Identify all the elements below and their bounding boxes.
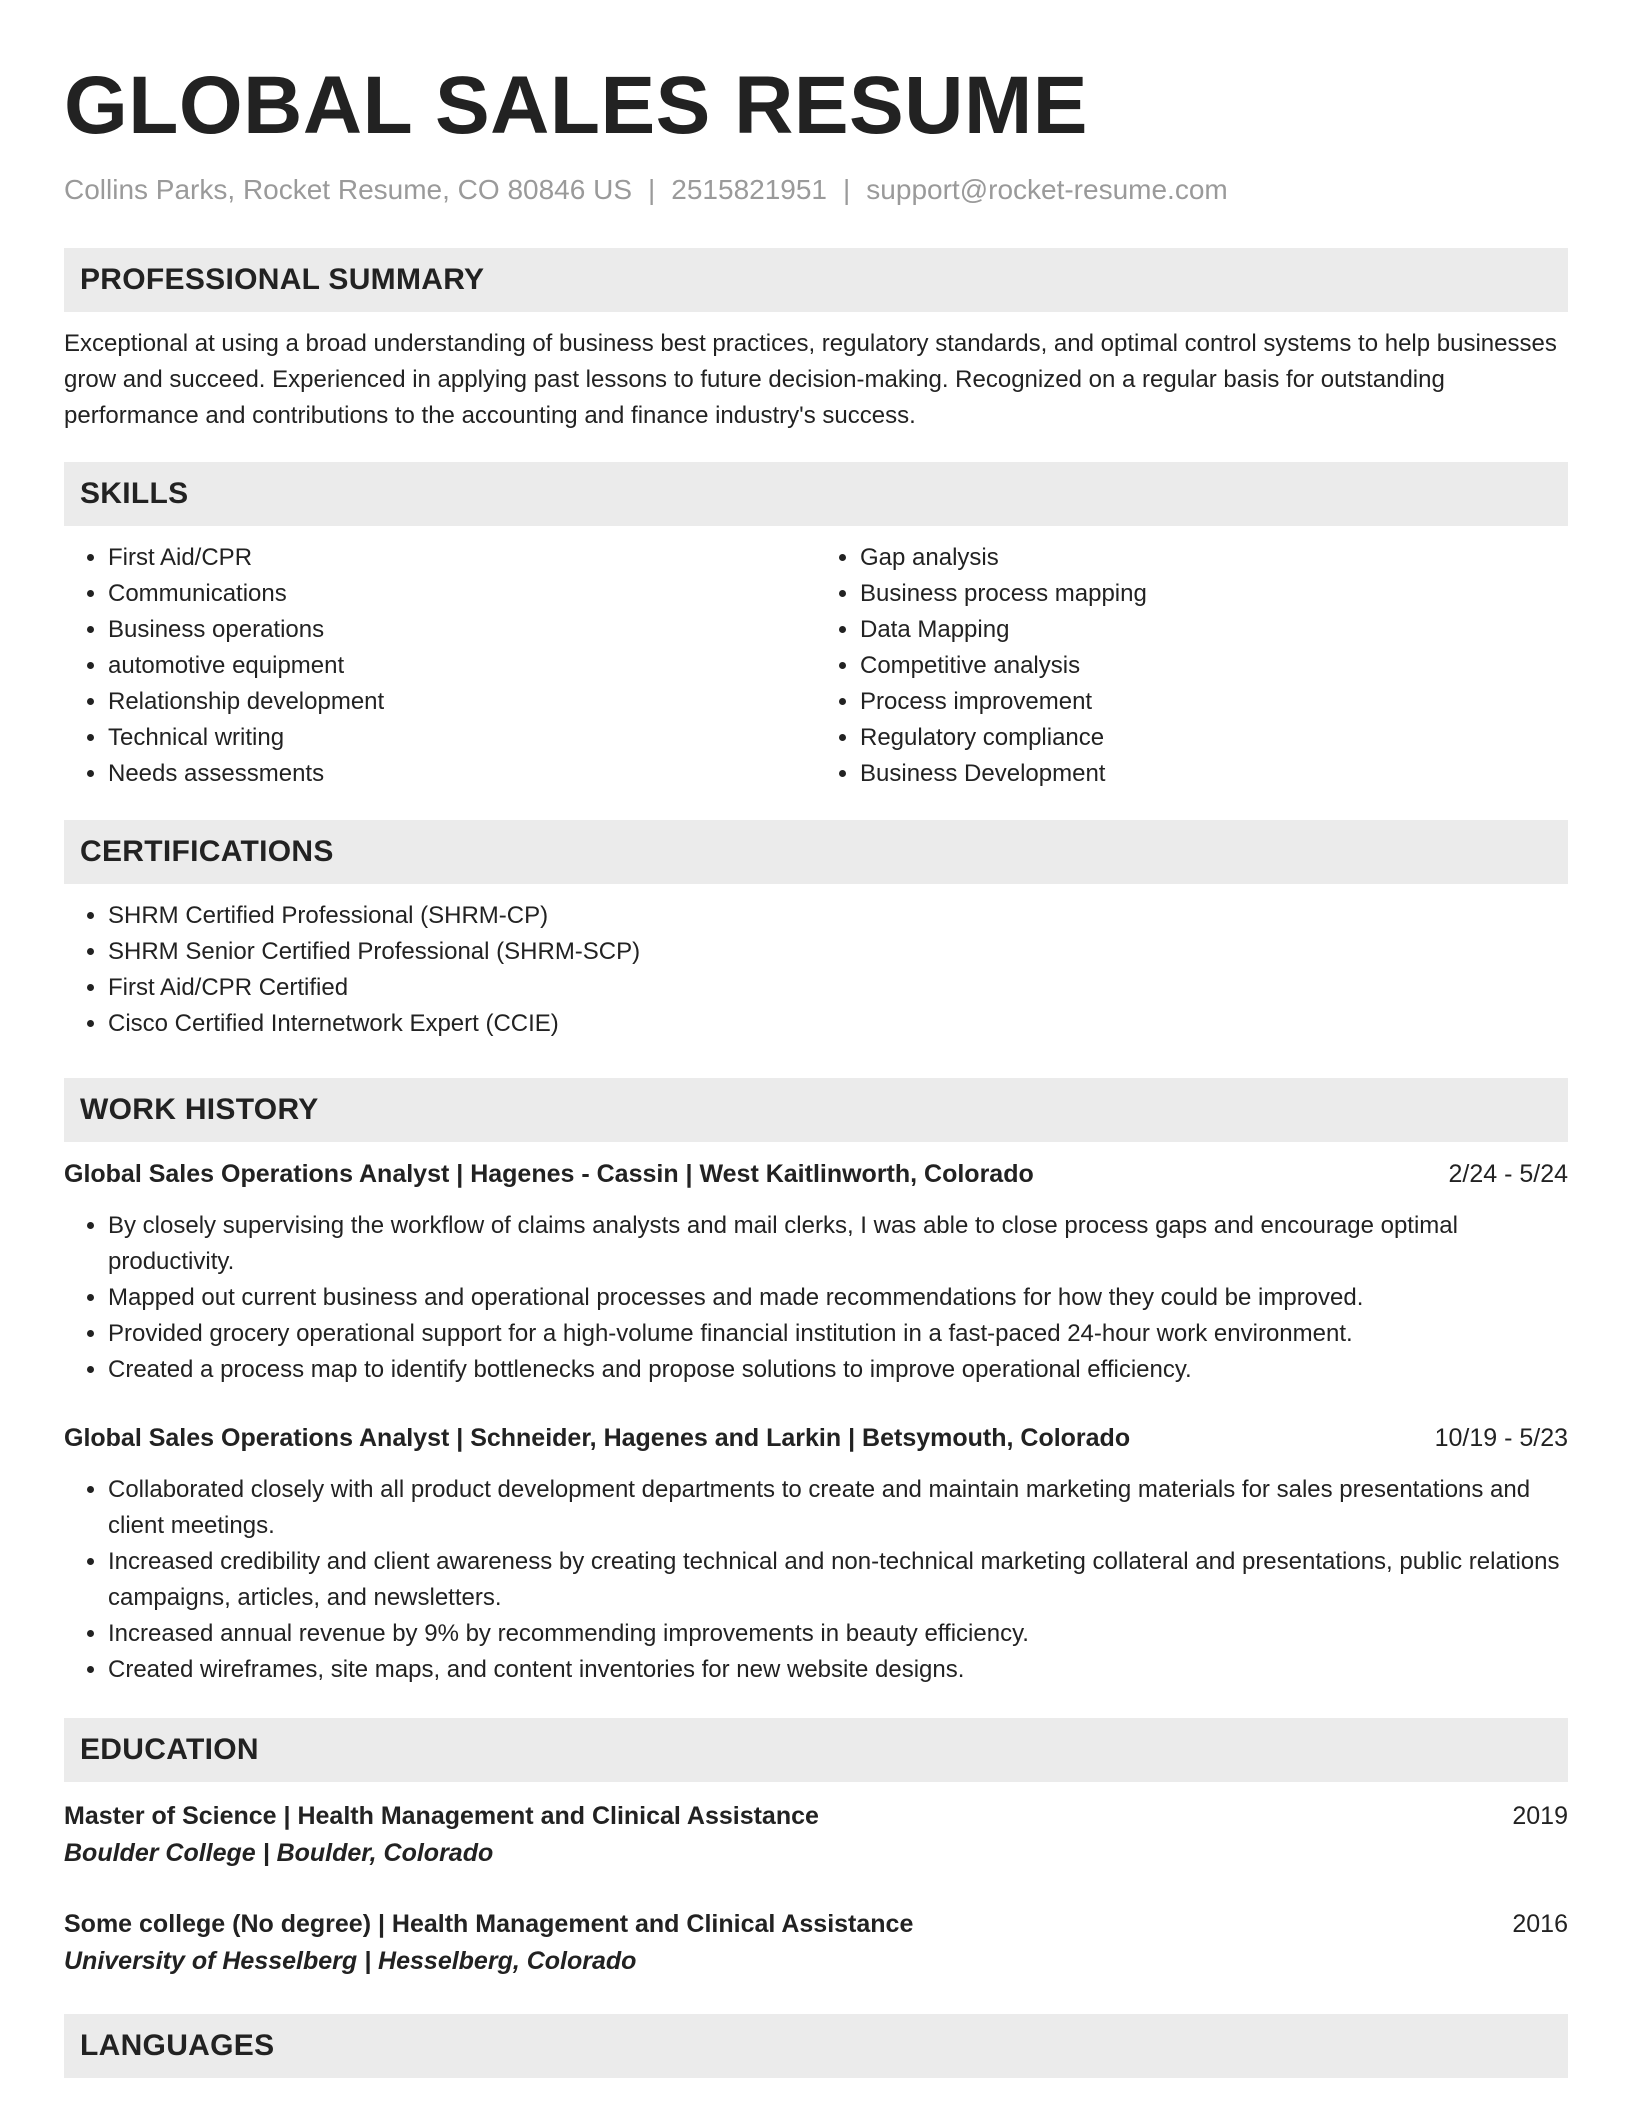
contact-email: support@rocket-resume.com (866, 174, 1228, 205)
languages-heading: LANGUAGES (64, 2014, 1568, 2078)
skill-item: • Data Mapping (860, 612, 1568, 648)
skill-item: • Regulatory compliance (860, 720, 1568, 756)
job-title: Global Sales Operations Analyst | Schneider, Hagenes and Larkin | Betsymouth, Colorado (64, 1424, 1131, 1452)
certifications-heading: CERTIFICATIONS (64, 820, 1568, 884)
skill-item: • Gap analysis (860, 540, 1568, 576)
job-bullet: • Mapped out current business and operational processes and made recommendations for how they could be improved. (108, 1280, 1568, 1316)
job-bullet: • Increased annual revenue by 9% by recommending improvements in beauty efficiency. (108, 1616, 1568, 1652)
education-entry (64, 1798, 1568, 1872)
skill-item: • Relationship development (108, 684, 816, 720)
job-header (64, 1420, 1568, 1456)
contact-address: Collins Parks, Rocket Resume, CO 80846 US (64, 174, 632, 205)
skill-item: • Communications (108, 576, 816, 612)
education-header (64, 1798, 1568, 1834)
job-title: Global Sales Operations Analyst | Hagenes - Cassin | West Kaitlinworth, Colorado (64, 1160, 1034, 1188)
job-header (64, 1156, 1568, 1192)
education-year: 2016 (1512, 1910, 1568, 1938)
education-degree: Master of Science | Health Management and Clinical Assistance (64, 1802, 819, 1830)
summary-heading: PROFESSIONAL SUMMARY (64, 248, 1568, 312)
job-bullet: • Collaborated closely with all product development departments to create and maintain marketing materials for sales presentations and client meetings. (108, 1472, 1568, 1544)
skill-item: • Needs assessments (108, 756, 816, 792)
skill-item: • Technical writing (108, 720, 816, 756)
contact-separator: | (648, 174, 656, 205)
job-bullet: • Increased credibility and client awareness by creating technical and non-technical marketing collateral and presentations, public relations campaigns, articles, and newsletters. (108, 1544, 1568, 1616)
skills-heading: SKILLS (64, 462, 1568, 526)
skill-item: • Business Development (860, 756, 1568, 792)
job-entry (64, 1156, 1568, 1388)
job-dates: 10/19 - 5/23 (1434, 1424, 1568, 1452)
job-bullet: • By closely supervising the workflow of claims analysts and mail clerks, I was able to close process gaps and encourage optimal productivity. (108, 1208, 1568, 1280)
skills-column-left (64, 540, 816, 792)
certification-item: • Cisco Certified Internetwork Expert (CCIE) (108, 1006, 1568, 1042)
education-school: University of Hesselberg | Hesselberg, Colorado (64, 1947, 637, 1975)
skills-list (64, 540, 1568, 792)
education-degree: Some college (No degree) | Health Management and Clinical Assistance (64, 1910, 914, 1938)
skill-item: • Business operations (108, 612, 816, 648)
job-bullet: • Created wireframes, site maps, and content inventories for new website designs. (108, 1652, 1568, 1688)
skill-item: • automotive equipment (108, 648, 816, 684)
job-bullet: • Created a process map to identify bottlenecks and propose solutions to improve operational efficiency. (108, 1352, 1568, 1388)
certification-item: • First Aid/CPR Certified (108, 970, 1568, 1006)
summary-text: Exceptional at using a broad understanding of business best practices, regulatory standards, and optimal control systems to help businesses grow and succeed. Experienced in applying past lessons to future decision-making. Recognized on a regular basis for outstanding performance and contributions to the accounting and finance industry's success. (64, 330, 1557, 429)
job-bullets (64, 1208, 1568, 1388)
skill-item: • Process improvement (860, 684, 1568, 720)
contact-phone: 2515821951 (671, 174, 828, 205)
job-bullet: • Provided grocery operational support for a high-volume financial institution in a fast-paced 24-hour work environment. (108, 1316, 1568, 1352)
education-heading: EDUCATION (64, 1718, 1568, 1782)
skills-column-right (816, 540, 1568, 792)
certification-item: • SHRM Certified Professional (SHRM-CP) (108, 898, 1568, 934)
job-entry (64, 1420, 1568, 1688)
job-dates: 2/24 - 5/24 (1448, 1160, 1568, 1188)
work-history-heading: WORK HISTORY (64, 1078, 1568, 1142)
certifications-list (64, 898, 1568, 1042)
skill-item: • Business process mapping (860, 576, 1568, 612)
contact-line (64, 172, 1568, 208)
contact-separator: | (843, 174, 851, 205)
education-year: 2019 (1512, 1802, 1568, 1830)
resume-title: GLOBAL SALES RESUME (64, 60, 1088, 151)
skill-item: • Competitive analysis (860, 648, 1568, 684)
certification-item: • SHRM Senior Certified Professional (SHRM-SCP) (108, 934, 1568, 970)
education-entry (64, 1906, 1568, 1980)
job-bullets (64, 1472, 1568, 1688)
education-header (64, 1906, 1568, 1942)
education-school: Boulder College | Boulder, Colorado (64, 1839, 494, 1867)
skill-item: • First Aid/CPR (108, 540, 816, 576)
